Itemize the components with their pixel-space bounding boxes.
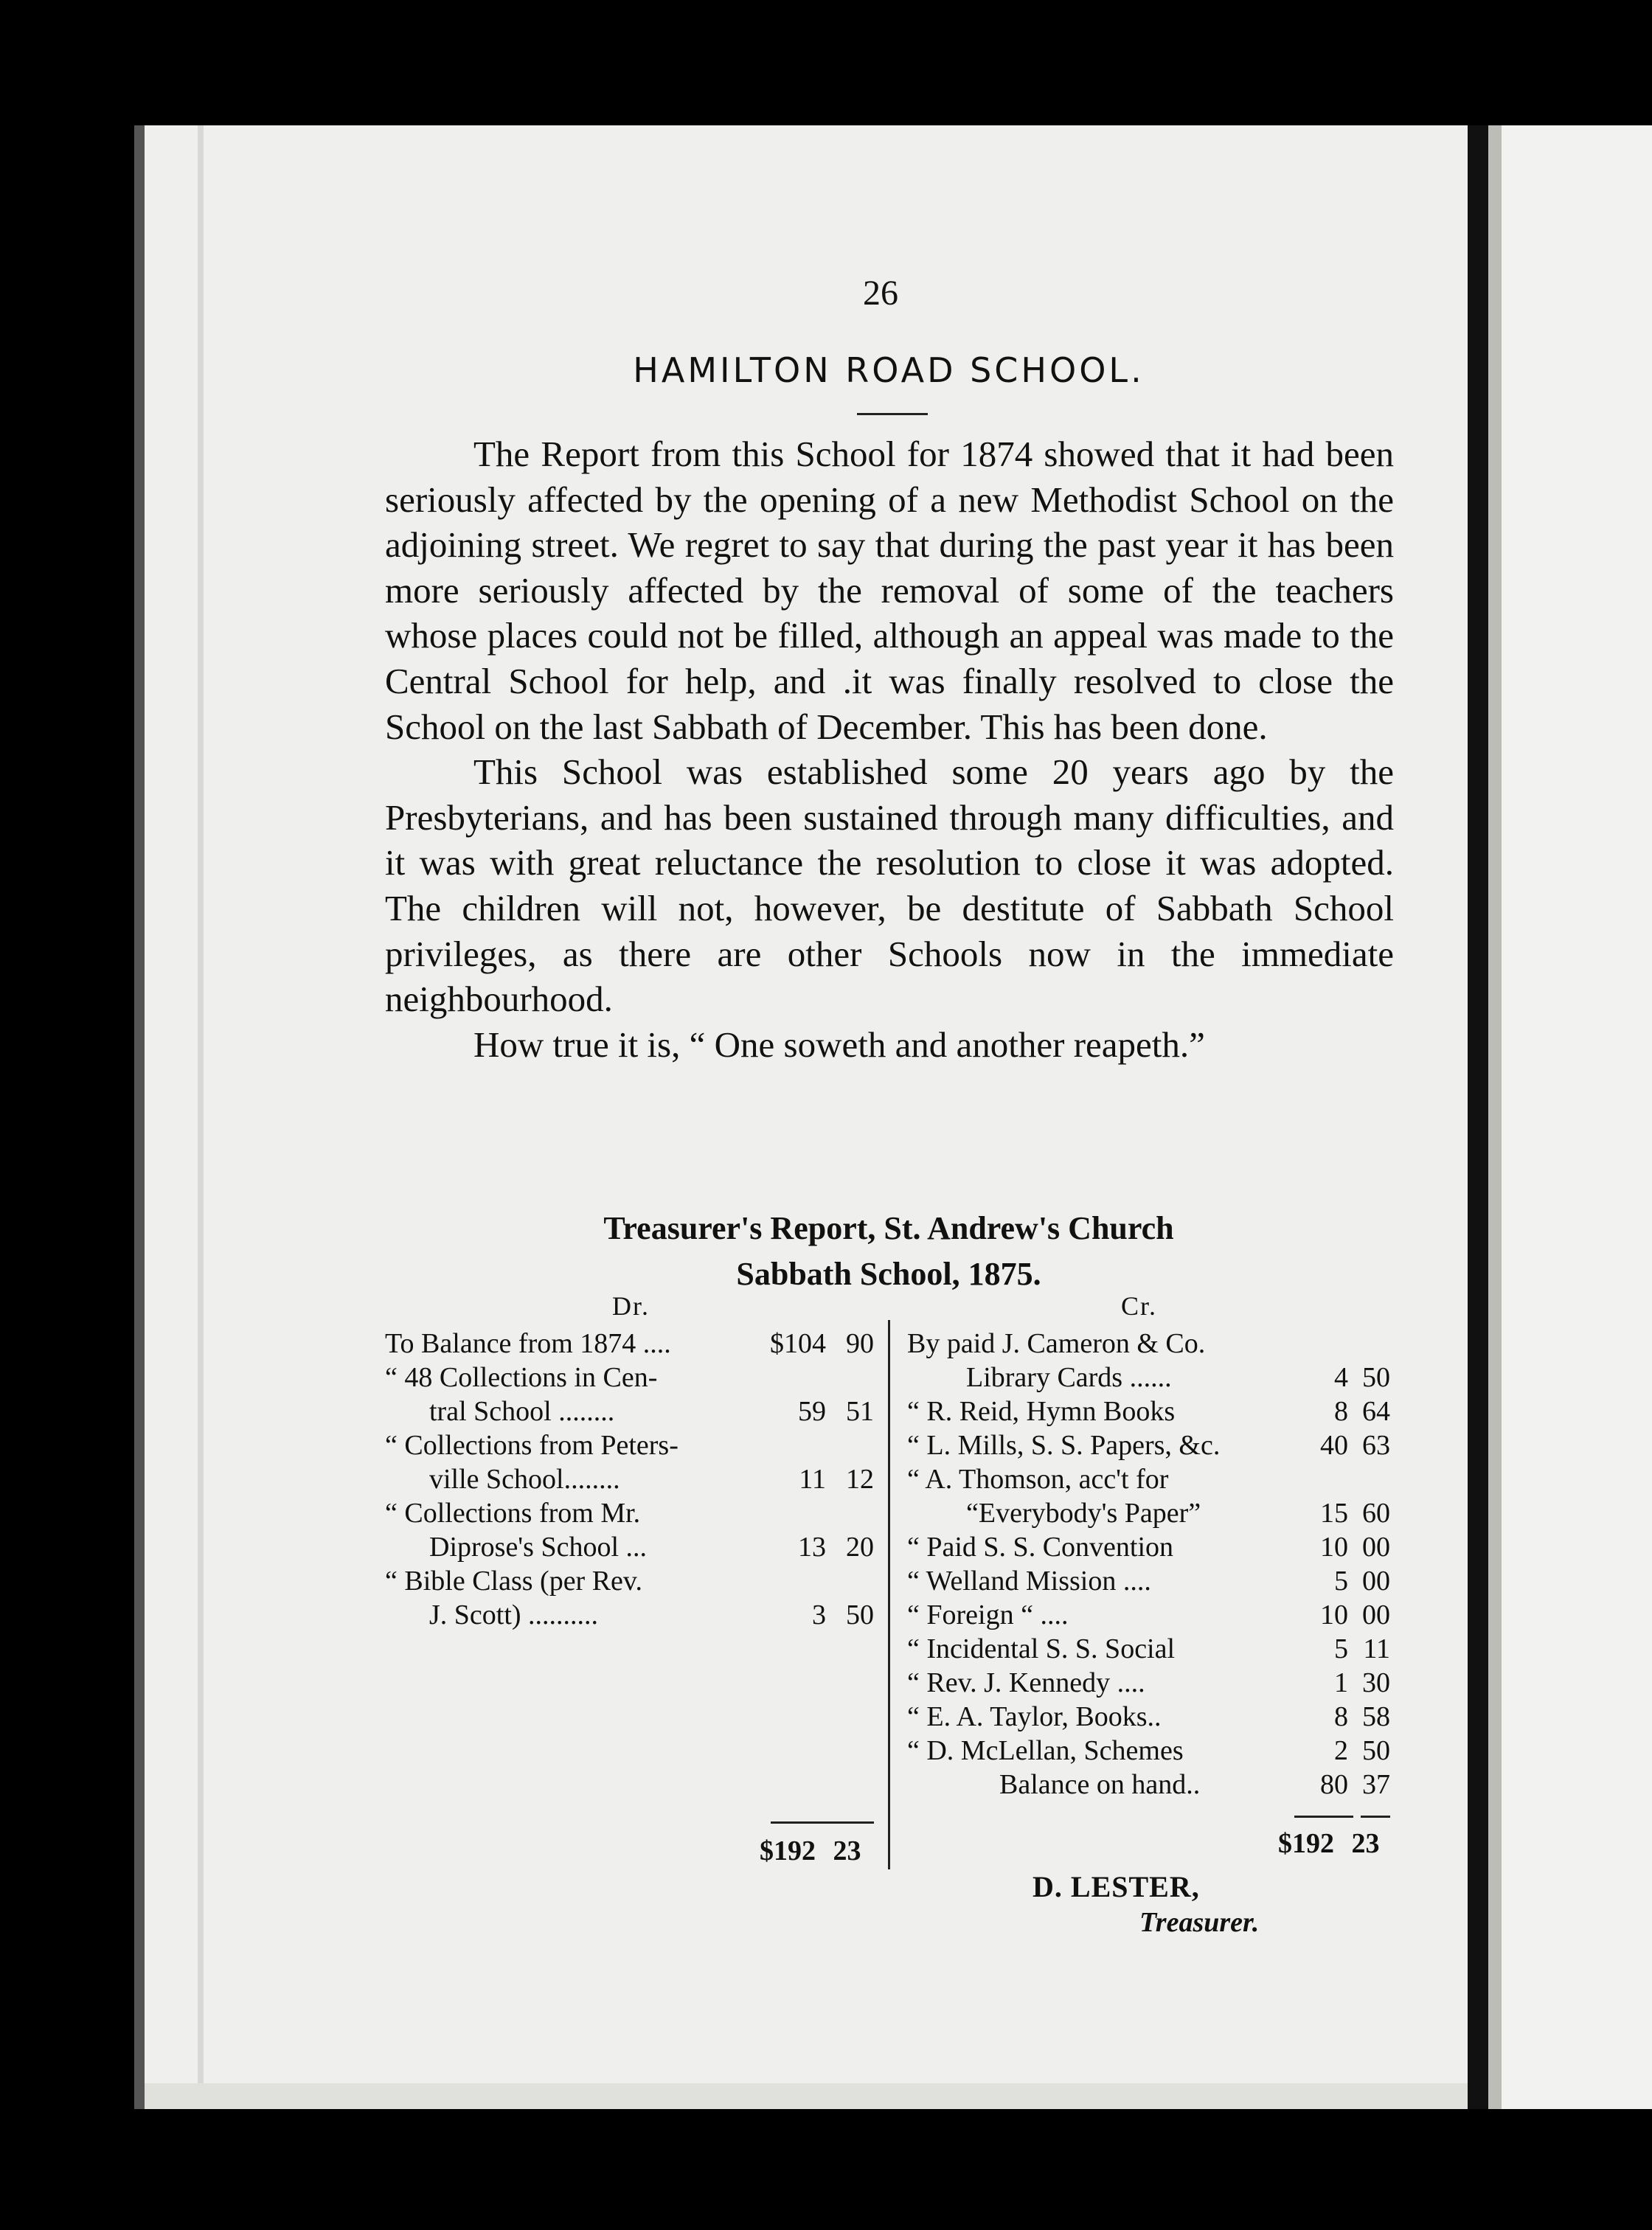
- cr-entry-2-line1: “ L. Mills, S. S. Papers, &c.: [907, 1430, 1221, 1461]
- credit-total: [1278, 1827, 1380, 1861]
- cr-entry-3-line1: “ A. Thomson, acc't for: [907, 1464, 1169, 1495]
- dr-entry-0-line1: To Balance from 1874 ....: [385, 1328, 671, 1359]
- credit-total-rule-2: [1361, 1816, 1390, 1818]
- dr-entry-4-dollars: 3: [812, 1599, 826, 1630]
- cr-entry-8-dollars: 1: [1334, 1667, 1348, 1698]
- paragraph-3: How true it is, “ One soweth and another reapeth.”: [473, 1024, 1205, 1065]
- cr-entry-1-line1: “ R. Reid, Hymn Books: [907, 1396, 1176, 1427]
- dr-entry-3-line1: “ Collections from Mr.: [385, 1498, 641, 1529]
- treasurer-role: Treasurer.: [1139, 1907, 1260, 1938]
- page-number: 26: [863, 274, 898, 313]
- cr-entry-5-line1: “ Welland Mission ....: [907, 1566, 1151, 1597]
- cr-entry-0-cents: 50: [1362, 1362, 1390, 1393]
- cr-entry-6-line1: “ Foreign “ ....: [907, 1599, 1069, 1630]
- dr-entry-4-cents: 50: [846, 1599, 874, 1630]
- cr-entry-1-dollars: 8: [1334, 1396, 1348, 1427]
- cr-entry-6-dollars: 10: [1320, 1599, 1348, 1630]
- cr-entry-3-line2: “Everybody's Paper”: [966, 1498, 1201, 1529]
- treasurer-name: D. LESTER,: [1032, 1870, 1200, 1903]
- cr-entry-0-line1: By paid J. Cameron & Co.: [907, 1328, 1206, 1359]
- cr-entry-2-cents: 63: [1362, 1430, 1390, 1461]
- cr-entry-0-line2: Library Cards ......: [966, 1362, 1172, 1393]
- dr-entry-3-dollars: 13: [798, 1532, 826, 1563]
- cr-entry-10-dollars: 2: [1334, 1735, 1348, 1766]
- dr-entry-4-line1: “ Bible Class (per Rev.: [385, 1566, 642, 1597]
- cr-entry-7-dollars: 5: [1334, 1633, 1348, 1664]
- dr-entry-4-line2: J. Scott) ..........: [429, 1599, 599, 1630]
- dr-entry-2-dollars: 11: [799, 1464, 826, 1495]
- dr-entry-1-line1: “ 48 Collections in Cen-: [385, 1362, 658, 1393]
- cr-entry-10-line1: “ D. McLellan, Schemes: [907, 1735, 1184, 1766]
- cr-entry-4-line1: “ Paid S. S. Convention: [907, 1532, 1174, 1563]
- dr-entry-1-line2: tral School ........: [429, 1396, 615, 1427]
- dr-entry-0-cents: 90: [846, 1328, 874, 1359]
- cr-entry-4-cents: 00: [1362, 1532, 1390, 1563]
- cr-entry-2-dollars: 40: [1320, 1430, 1348, 1461]
- report-title-line1: Treasurer's Report, St. Andrew's Church: [603, 1210, 1174, 1246]
- cr-entry-5-cents: 00: [1362, 1566, 1390, 1597]
- dr-entry-1-cents: 51: [846, 1396, 874, 1427]
- debit-total-rule: [771, 1821, 874, 1824]
- dr-entry-1-dollars: 59: [798, 1396, 826, 1427]
- paragraph-1: The Report from this School for 1874 showed that it had been seriously affected by the opening of a new Methodist School on the adjoining street. We regret to say that during the past year it has been more seriously affected by the removal of some of the teachers whose places could not be filled, although an appeal was made to the Central School for help, and .it was finally resolved to close the School on the last Sabbath of December. This has been done.: [385, 434, 1394, 747]
- dr-entry-2-line1: “ Collections from Peters-: [385, 1430, 678, 1461]
- cr-entry-3-dollars: 15: [1320, 1498, 1348, 1529]
- debit-total-cents: 23: [833, 1835, 861, 1866]
- cr-entry-9-dollars: 8: [1334, 1701, 1348, 1732]
- credit-total-cents: 23: [1351, 1828, 1380, 1859]
- dr-entry-2-cents: 12: [846, 1464, 874, 1495]
- cr-entry-5-dollars: 5: [1334, 1566, 1348, 1597]
- dr-entry-3-line2: Diprose's School ...: [429, 1532, 648, 1563]
- dr-entry-0-dollars: $104: [770, 1328, 826, 1359]
- cr-entry-8-line1: “ Rev. J. Kennedy ....: [907, 1667, 1145, 1698]
- cr-entry-8-cents: 30: [1362, 1667, 1390, 1698]
- cr-entry-11-dollars: 80: [1320, 1769, 1348, 1800]
- report-title-line2: Sabbath School, 1875.: [736, 1256, 1041, 1292]
- cr-entry-10-cents: 50: [1362, 1735, 1390, 1766]
- cr-entry-4-dollars: 10: [1320, 1532, 1348, 1563]
- cr-entry-0-dollars: 4: [1334, 1362, 1348, 1393]
- cr-entry-11-line1: Balance on hand..: [999, 1769, 1201, 1800]
- dr-entry-3-cents: 20: [846, 1532, 874, 1563]
- debit-total: [760, 1835, 861, 1869]
- cr-entry-9-cents: 58: [1362, 1701, 1390, 1732]
- cr-entry-3-cents: 60: [1362, 1498, 1390, 1529]
- credit-column-heading: Cr.: [1121, 1291, 1158, 1321]
- credit-total-rule: [1294, 1816, 1353, 1818]
- cr-entry-7-line1: “ Incidental S. S. Social: [907, 1633, 1176, 1664]
- debit-column-heading: Dr.: [612, 1291, 650, 1321]
- cr-entry-1-cents: 64: [1362, 1396, 1390, 1427]
- credit-total-dollars: $192: [1278, 1828, 1334, 1859]
- section-heading: HAMILTON ROAD SCHOOL.: [633, 350, 1145, 390]
- cr-entry-7-cents: 11: [1363, 1633, 1390, 1664]
- debit-total-dollars: $192: [760, 1835, 816, 1866]
- dr-entry-2-line2: ville School........: [429, 1464, 620, 1495]
- paragraph-2: This School was established some 20 years ago by the Presbyterians, and has been sustained through many difficulties, and it was with great reluctance the resolution to close it was adopted. The children will not, however, be destitute of Sabbath School privileges, as there are other Schools now in the immediate neighbourhood.: [385, 751, 1394, 1020]
- cr-entry-11-cents: 37: [1362, 1769, 1390, 1800]
- cr-entry-6-cents: 00: [1362, 1599, 1390, 1630]
- cr-entry-9-line1: “ E. A. Taylor, Books..: [907, 1701, 1162, 1732]
